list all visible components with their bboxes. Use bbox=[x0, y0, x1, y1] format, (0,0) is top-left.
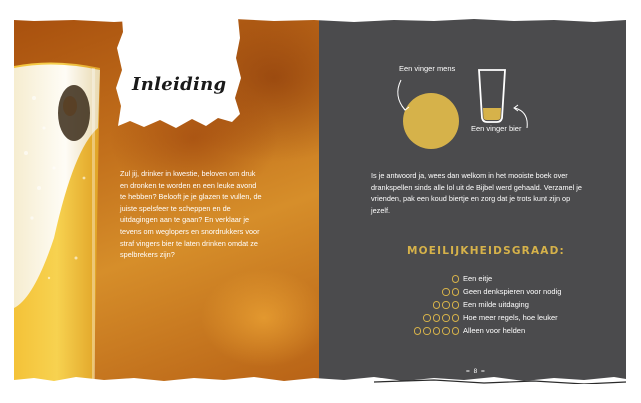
difficulty-dots bbox=[423, 314, 459, 324]
difficulty-dot-icon bbox=[414, 327, 422, 335]
difficulty-level-label: Een eitje bbox=[463, 274, 493, 283]
difficulty-dots bbox=[414, 327, 460, 337]
finger-illustration bbox=[319, 18, 626, 158]
difficulty-dot-icon bbox=[423, 327, 431, 335]
right-page bbox=[319, 18, 626, 384]
difficulty-dot-icon bbox=[442, 288, 450, 296]
difficulty-dots bbox=[452, 275, 460, 285]
label-finger-beer: Een vinger bier bbox=[471, 124, 522, 133]
left-page bbox=[14, 18, 319, 384]
difficulty-dot-icon bbox=[423, 314, 431, 322]
difficulty-dot-icon bbox=[452, 288, 460, 296]
book-spread bbox=[14, 18, 626, 384]
difficulty-level-label: Geen denkspieren voor nodig bbox=[463, 287, 562, 296]
difficulty-dot-icon bbox=[433, 301, 441, 309]
answer-paragraph: Is je antwoord ja, wees dan welkom in het mooiste boek over drankspellen sinds alle lol uit de Bijbel werd gehaald. Verzamel je vrienden, pak een koud biertje en zorg dat je trots kunt zijn op jezelf. bbox=[371, 171, 582, 215]
difficulty-level-row bbox=[359, 326, 579, 339]
difficulty-dot-icon bbox=[452, 301, 460, 309]
difficulty-dot-icon bbox=[442, 314, 450, 322]
label-finger-person: Een vinger mens bbox=[399, 64, 456, 73]
difficulty-level-label: Hoe meer regels, hoe leuker bbox=[463, 313, 558, 322]
difficulty-level-row bbox=[359, 287, 579, 300]
difficulty-dot-icon bbox=[442, 327, 450, 335]
difficulty-dots bbox=[433, 301, 460, 311]
difficulty-level-label: Alleen voor helden bbox=[463, 326, 526, 335]
torn-paper-edge bbox=[14, 372, 626, 384]
finger-person-circle bbox=[403, 93, 459, 149]
difficulty-level-row bbox=[359, 313, 579, 326]
page-title: Inleiding bbox=[132, 74, 227, 95]
difficulty-heading: MOEILIJKHEIDSGRAAD: bbox=[407, 245, 565, 257]
difficulty-dot-icon bbox=[452, 314, 460, 322]
intro-paragraph: Zul jij, drinker in kwestie, beloven om druk en dronken te worden en een leuke avond te hebben? Belooft je je glazen te vullen, de juiste spelsfeer te scheppen en de uitdagingen aan te gaan? En verklaar je tevens om weglopers en snordrukkers voor straf vingers bier te laten drinken omdat ze spelbrekers zijn? bbox=[120, 169, 262, 260]
difficulty-dot-icon bbox=[452, 327, 460, 335]
difficulty-dot-icon bbox=[452, 275, 460, 283]
difficulty-level-row bbox=[359, 300, 579, 313]
page-number: = 8 = bbox=[466, 368, 486, 375]
difficulty-level-row bbox=[359, 274, 579, 287]
difficulty-level-label: Een milde uitdaging bbox=[463, 300, 529, 309]
difficulty-legend bbox=[359, 274, 579, 339]
difficulty-dots bbox=[442, 288, 459, 298]
torn-paper-edge-top bbox=[14, 18, 626, 24]
beer-glass-image bbox=[14, 58, 104, 384]
difficulty-dot-icon bbox=[433, 314, 441, 322]
difficulty-dot-icon bbox=[442, 301, 450, 309]
difficulty-dot-icon bbox=[433, 327, 441, 335]
